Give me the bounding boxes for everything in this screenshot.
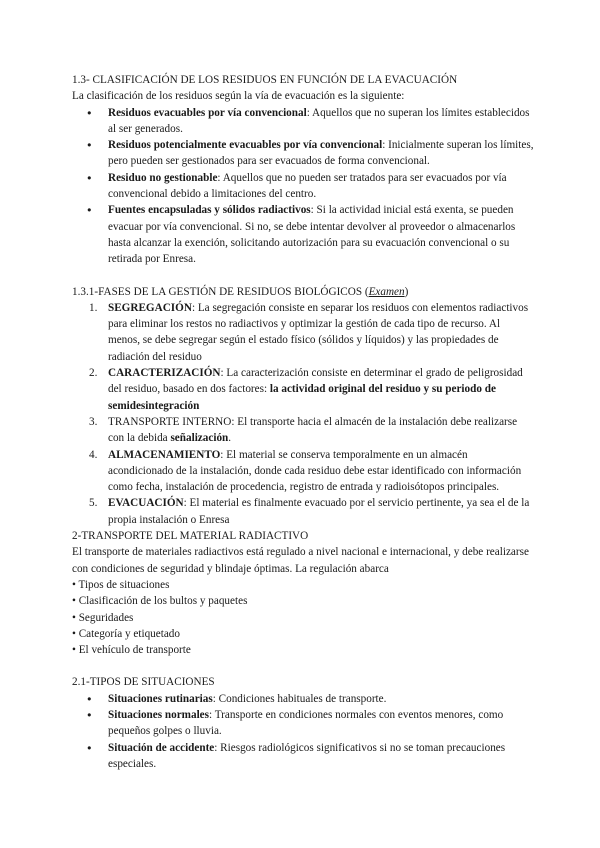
definition: : La segregación consiste en separar los residuos con elementos radiactivos para eliminar los restos no radiactivos y optimizar la gestión de cada tipo de recurso. Al menos, se debe segregar según el estado físico (sólidos y líquidos) y las propiedades de radiación del residuo (108, 301, 529, 363)
definition: : Aquellos que no pueden ser tratados para ser evacuados por vía convencional debido a limitaciones del centro. (108, 171, 507, 201)
list-item: • El vehículo de transporte (72, 644, 191, 657)
term: Situación de accidente (108, 741, 215, 754)
section-1-3-1-list (72, 300, 534, 528)
section-2-title: 2-TRANSPORTE DEL MATERIAL RADIACTIVO (72, 530, 309, 543)
item-number: 3. (89, 415, 98, 428)
definition: : El material se conserva temporalmente en un almacén acondicionado de la instalación, donde cada residuo debe estar identificado con información como fecha, instalación de procedencia, registro de entrada y radioisótopos principales. (108, 448, 522, 494)
item-number: 4. (89, 448, 98, 461)
definition: : La caracterización consiste en determinar el grado de peligrosidad del residuo, basado en dos factores: (108, 367, 523, 396)
section-2-intro: El transporte de materiales radiactivos está regulado a nivel nacional e internacional, y debe realizarse con condiciones de seguridad y blindaje óptimas. La regulación abarca (72, 546, 529, 575)
list-item (72, 170, 534, 203)
title-close: ) (404, 285, 409, 298)
definition: : Inicialmente superan los límites, pero pueden ser gestionados para ser evacuados de forma convencional. (108, 139, 534, 168)
term: Situaciones normales (108, 708, 209, 721)
section-2-list (72, 577, 534, 658)
definition: : Condiciones habituales de transporte. (212, 692, 387, 705)
list-item (72, 105, 534, 138)
term: EVACUACIÓN (108, 497, 184, 510)
definition: : Aquellos que no superan los límites establecidos al ser generados. (108, 106, 530, 135)
definition: : Riesgos radiológicos significativos si no se toman precauciones especiales. (108, 741, 506, 770)
section-1-3-list (72, 105, 534, 268)
section-1-3-title: 1.3- CLASIFICACIÓN DE LOS RESIDUOS EN FUNCIÓN DE LA EVACUACIÓN (72, 74, 458, 86)
title-text: 1.3.1-FASES DE LA GESTIÓN DE RESIDUOS BIOLÓGICOS ( (72, 285, 369, 298)
list-item (72, 137, 534, 170)
term: ALMACENAMIENTO (108, 448, 221, 461)
list-item: • Seguridades (72, 611, 134, 624)
list-item (72, 414, 534, 447)
document-page (72, 72, 534, 772)
emphasis: señalización (170, 432, 229, 445)
section-2-1-title: 2.1-TIPOS DE SITUACIONES (72, 676, 215, 689)
list-item (72, 495, 534, 528)
definition: : Si la actividad inicial está exenta, se pueden evacuar por vía convencional. Si no, se debe intentar devolver al proveedor o almacenarlos hasta alcanzar la exención, solicitando autorización para su evacuación convencional o su retirada por Enresa. (108, 204, 516, 266)
term: Residuos potencialmente evacuables por vía convencional (108, 139, 383, 152)
list-item (72, 447, 534, 496)
list-item: • Tipos de situaciones (72, 578, 170, 591)
list-item (72, 300, 534, 365)
list-item: • Clasificación de los bultos y paquetes (72, 595, 248, 608)
definition: TRANSPORTE INTERNO: El transporte hacia el almacén de la instalación debe realizarse con la debida (108, 415, 518, 445)
term: Residuos evacuables por vía convencional (108, 106, 307, 119)
exam-tag: Examen (368, 285, 405, 298)
list-item: • Categoría y etiquetado (72, 627, 180, 640)
term: SEGREGACIÓN (108, 301, 192, 314)
definition: : Transporte en condiciones normales con eventos menores, como pequeños golpes o lluvia. (108, 708, 504, 738)
punct: . (228, 432, 232, 445)
section-1-3-intro: La clasificación de los residuos según la vía de evacuación es la siguiente: (72, 90, 405, 103)
item-number: 1. (89, 301, 98, 314)
term: Residuo no gestionable (108, 171, 218, 184)
list-item (72, 202, 534, 267)
section-2-1-list (72, 691, 534, 772)
item-number: 2. (89, 367, 98, 380)
item-number: 5. (89, 497, 98, 510)
list-item (72, 707, 534, 740)
section-1-3-1-title (72, 284, 534, 300)
term: CARACTERIZACIÓN (108, 367, 221, 380)
list-item (72, 691, 534, 707)
list-item (72, 365, 534, 414)
term: Fuentes encapsuladas y sólidos radiactivos (108, 204, 311, 217)
list-item (72, 740, 534, 773)
definition: : El material es finalmente evacuado por el servicio pertinente, ya sea el de la propia instalación o Enresa (108, 497, 530, 526)
emphasis: la actividad original del residuo y su periodo de semidesintegración (108, 383, 496, 412)
term: Situaciones rutinarias (108, 692, 213, 705)
